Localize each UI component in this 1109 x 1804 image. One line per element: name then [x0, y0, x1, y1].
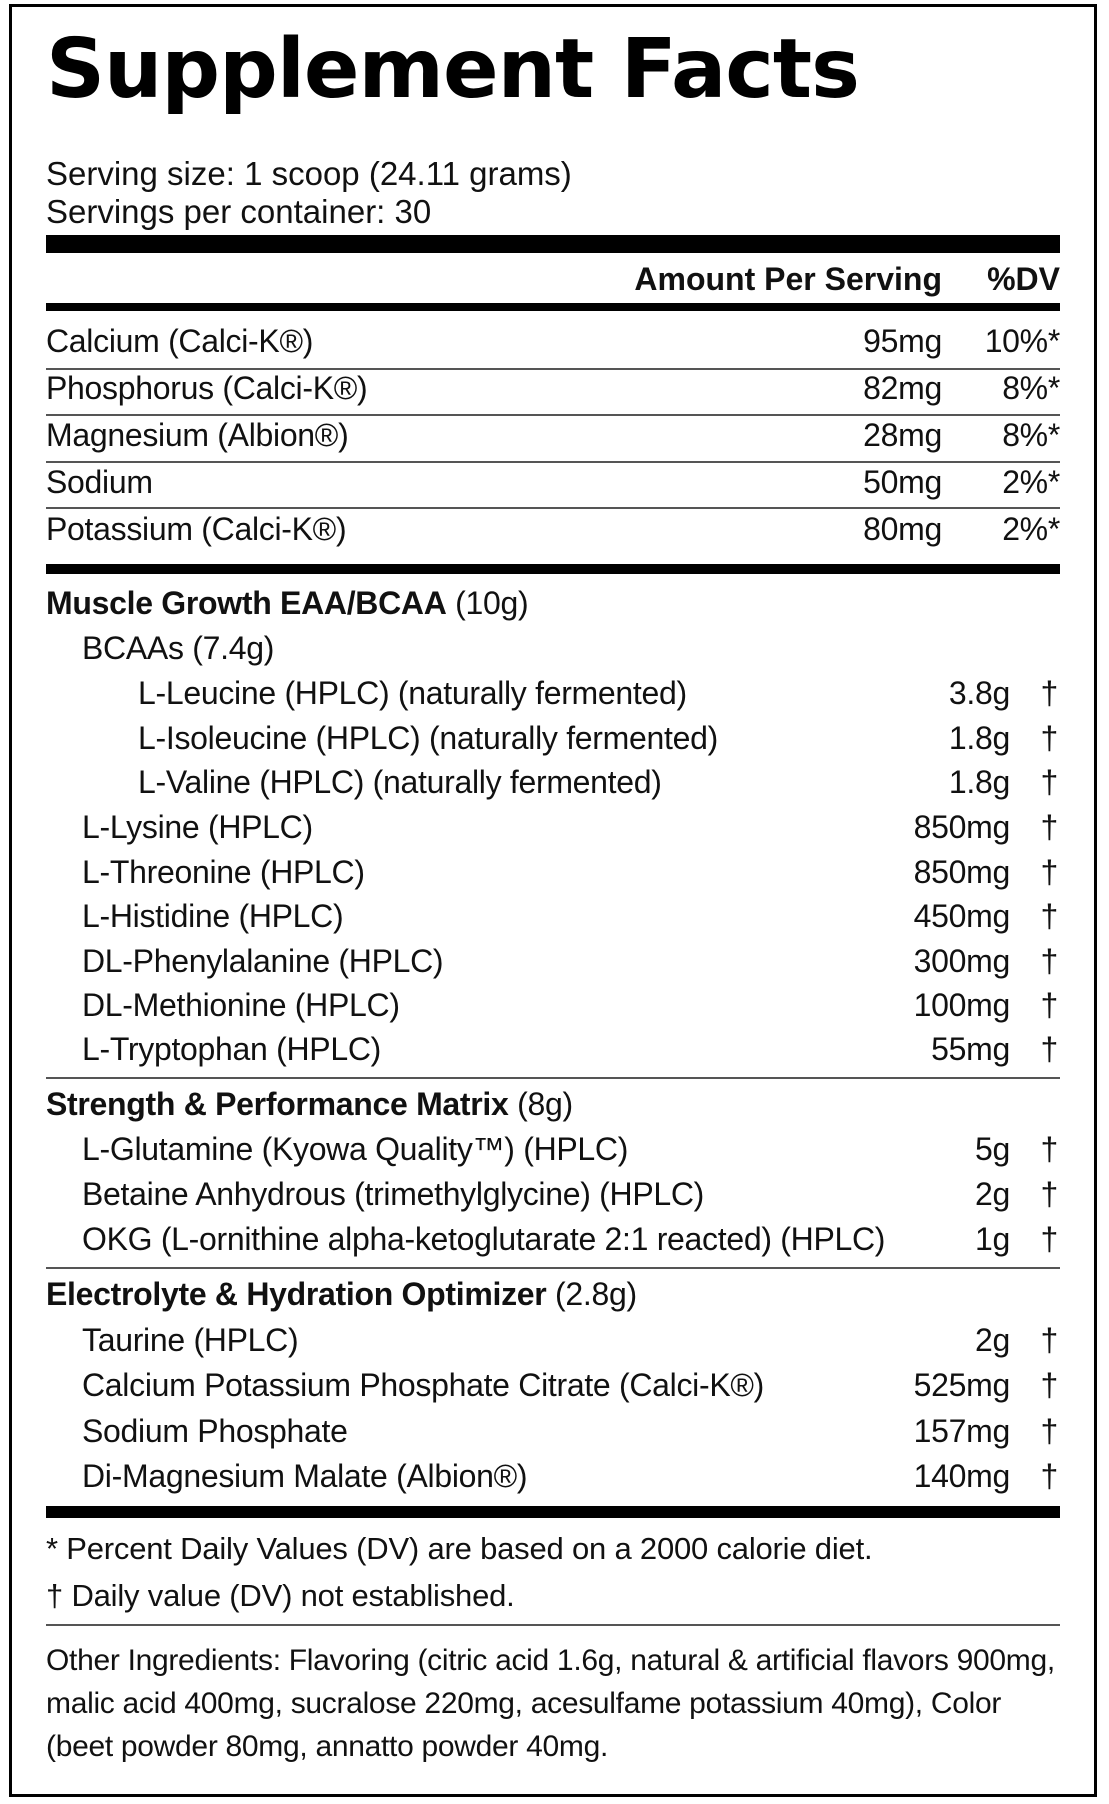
- ingredient-amount: 850mg: [913, 854, 1010, 890]
- blend-amount: (2.8g): [555, 1276, 637, 1312]
- panel-title: Supplement Facts: [46, 22, 859, 117]
- supplement-facts-panel: [9, 4, 1097, 1797]
- blend-heading: [46, 1088, 573, 1120]
- serving-size: Serving size: 1 scoop (24.11 grams): [46, 155, 572, 192]
- ingredient-name: Di-Magnesium Malate (Albion®): [82, 1458, 528, 1494]
- dagger-mark: †: [1040, 720, 1058, 756]
- nutrient-name: Sodium: [46, 464, 153, 500]
- row-divider: [46, 461, 1060, 463]
- dagger-mark: †: [1040, 987, 1058, 1023]
- ingredient-amount: 525mg: [913, 1367, 1010, 1403]
- ingredient-name: L-Lysine (HPLC): [82, 809, 313, 845]
- ingredient-name: L-Leucine (HPLC) (naturally fermented): [138, 675, 687, 711]
- ingredient-amount: 100mg: [913, 987, 1010, 1023]
- ingredient-name: L-Valine (HPLC) (naturally fermented): [138, 764, 662, 800]
- ingredient-amount: 3.8g: [948, 675, 1010, 711]
- nutrient-amount: 82mg: [863, 370, 942, 406]
- ingredient-amount: 450mg: [913, 898, 1010, 934]
- other-ingredients: Other Ingredients: Flavoring (citric acid 1.6g, natural & artificial flavors 900mg, malic acid 400mg, sucralose 220mg, acesulfame potassium 40mg), Color (beet powder 80mg, annatto powder 40mg.: [46, 1644, 1055, 1763]
- dagger-mark: †: [1040, 1367, 1058, 1403]
- footnote-divider: [46, 1624, 1060, 1626]
- nutrient-amount: 80mg: [863, 511, 942, 547]
- ingredient-name: L-Histidine (HPLC): [82, 898, 344, 934]
- dagger-mark: †: [1040, 898, 1058, 934]
- dagger-mark: †: [1040, 1031, 1058, 1067]
- section-divider: [46, 1077, 1060, 1079]
- sub-blend-name: BCAAs: [82, 630, 184, 666]
- ingredient-amount: 55mg: [931, 1031, 1010, 1067]
- nutrient-dv: 2%*: [1002, 511, 1060, 547]
- ingredient-name: L-Tryptophan (HPLC): [82, 1031, 382, 1067]
- ingredient-name: Sodium Phosphate: [82, 1413, 348, 1449]
- servings-per-container: Servings per container: 30: [46, 193, 432, 230]
- blend-amount: (10g): [455, 585, 529, 621]
- dagger-mark: †: [1040, 1322, 1058, 1358]
- dagger-mark: †: [1040, 1131, 1058, 1167]
- ingredient-name: Calcium Potassium Phosphate Citrate (Calci-K®): [82, 1367, 765, 1403]
- ingredient-name: DL-Methionine (HPLC): [82, 987, 400, 1023]
- nutrient-name: Potassium (Calci-K®): [46, 511, 347, 547]
- nutrient-name: Phosphorus (Calci-K®): [46, 370, 368, 406]
- ingredient-amount: 5g: [975, 1131, 1010, 1167]
- ingredient-name: L-Threonine (HPLC): [82, 854, 365, 890]
- blend-name: Electrolyte & Hydration Optimizer: [46, 1276, 547, 1312]
- nutrient-dv: 2%*: [1002, 464, 1060, 500]
- dagger-mark: †: [1040, 1413, 1058, 1449]
- nutrient-name: Magnesium (Albion®): [46, 417, 349, 453]
- row-divider: [46, 507, 1060, 509]
- nutrient-amount: 95mg: [863, 323, 942, 359]
- thick-divider: [46, 235, 1060, 253]
- amount-per-serving-header: Amount Per Serving: [634, 261, 942, 297]
- nutrient-dv: 8%*: [1002, 370, 1060, 406]
- ingredient-amount: 1.8g: [948, 720, 1010, 756]
- ingredient-amount: 850mg: [913, 809, 1010, 845]
- ingredient-amount: 140mg: [913, 1458, 1010, 1494]
- dagger-mark: †: [1040, 1221, 1058, 1257]
- blend-heading: [46, 1278, 637, 1310]
- ingredient-amount: 300mg: [913, 943, 1010, 979]
- dagger-mark: †: [1040, 764, 1058, 800]
- nutrient-name: Calcium (Calci-K®): [46, 323, 314, 359]
- blend-name: Muscle Growth EAA/BCAA: [46, 585, 447, 621]
- ingredient-name: L-Glutamine (Kyowa Quality™) (HPLC): [82, 1131, 629, 1167]
- blend-heading: [46, 587, 528, 619]
- dv-not-established-footnote: † Daily value (DV) not established.: [46, 1578, 515, 1613]
- ingredient-name: Taurine (HPLC): [82, 1322, 299, 1358]
- ingredient-amount: 2g: [975, 1176, 1010, 1212]
- nutrient-dv: 8%*: [1002, 417, 1060, 453]
- medium-divider: [46, 303, 1060, 311]
- dagger-mark: †: [1040, 809, 1058, 845]
- medium-divider: [46, 1506, 1060, 1518]
- dagger-mark: †: [1040, 675, 1058, 711]
- sub-blend-amount: (7.4g): [192, 630, 275, 666]
- dagger-mark: †: [1040, 943, 1058, 979]
- ingredient-name: OKG (L-ornithine alpha-ketoglutarate 2:1 reacted) (HPLC): [82, 1221, 886, 1257]
- ingredient-amount: 1.8g: [948, 764, 1010, 800]
- ingredient-amount: 2g: [975, 1322, 1010, 1358]
- ingredient-amount: 157mg: [913, 1413, 1010, 1449]
- section-divider: [46, 1267, 1060, 1269]
- dagger-mark: †: [1040, 1458, 1058, 1494]
- row-divider: [46, 414, 1060, 416]
- sub-blend-heading: [82, 632, 274, 664]
- dv-header: %DV: [987, 261, 1060, 297]
- dagger-mark: †: [1040, 1176, 1058, 1212]
- percent-dv-footnote: * Percent Daily Values (DV) are based on a 2000 calorie diet.: [46, 1531, 873, 1566]
- nutrient-amount: 50mg: [863, 464, 942, 500]
- medium-divider: [46, 564, 1060, 574]
- nutrient-amount: 28mg: [863, 417, 942, 453]
- ingredient-name: L-Isoleucine (HPLC) (naturally fermented): [138, 720, 718, 756]
- nutrient-dv: 10%*: [984, 323, 1060, 359]
- ingredient-name: DL-Phenylalanine (HPLC): [82, 943, 444, 979]
- ingredient-amount: 1g: [975, 1221, 1010, 1257]
- dagger-mark: †: [1040, 854, 1058, 890]
- ingredient-name: Betaine Anhydrous (trimethylglycine) (HPLC): [82, 1176, 705, 1212]
- blend-name: Strength & Performance Matrix: [46, 1086, 509, 1122]
- blend-amount: (8g): [517, 1086, 573, 1122]
